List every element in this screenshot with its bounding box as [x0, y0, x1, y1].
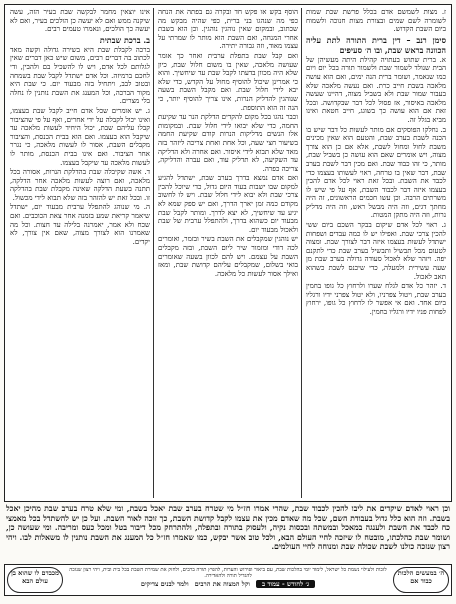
right-seal-text: ה׳ במעשים הלכות כבוד אם — [393, 567, 449, 593]
paragraph: ג. ראוי לכל אדם שיקום בבקר השכם ביום ששי להכין צרכי שבת. ואפילו יש לו כמה עבדים ושפחות ישתדל לעשות בעצמו איזה דבר לצורך שבת. ומצוה לטעום מכל תבשיל ותבשיל בערב שבת כדי לתקנם יפה. ויזהר שלא לאכול סעודה גדולה בערב שבת מן שעה עשירית ולמעלה, כדי שיכנס לשבת כשהוא תאב לאכול. — [306, 221, 446, 281]
column-divider — [301, 8, 302, 498]
summary-paragraph: וכן ראוי לאדם שיקדים את ליבו להכין לכבוד שבת, שהרי אמרו חז״ל מי שטרח בערב שבת יאכל בשבת, ומי שלא טרח בערב שבת מהיכן יאכל בשבת. וזה הוא כלל גדול בעבודת השם, שכל מה שאדם מכין את עצמו לקבל קדושת השבת, כך זוכה לאור השבת. ועל כן יש להשתדל בכל מאמצי כח לכבד את השבת ולענגה במאכל ובמשתה ובכסות נקיה, ולעסוק בתורה ובתפלה, ולהתרחק מכל דיבור בטל ומכל כעס ומריבה. ומי שעושה כן, ושומר שבת כהלכתו, מובטח לו שיזכה לחיי העולם הבא, ולכל טוב אשר יבקש, כמו שאמרו חז״ל כל המענג את השבת נותנין לו משאלות לבו. ויהי רצון שנזכה כולנו לשבת שכולה שבת ומנוחה לחיי העולמים. — [6, 504, 450, 551]
paragraph: א. ברית שתוש בעתויה קהילת היתה מעשיהן של הבית שנולד לשמור שבת ולשמור תורה בכל יום ויום כמו שנאמר, ושומר ברית הנה ימים, ואם הוא עושה מלאכה בשבת חייב כרת. ואם נעשה מלאכה שלא בעבור שמור שבת ולא בשביל מצוה, דהיינו שעשה מלאכה באיסור, אז פסול לכל דבר שבקדושה. ובכל זאת אם הוא עושה כך בשוגג, חייב חטאת ואינו מביא בגלל זה. — [306, 55, 446, 124]
column-right — [303, 8, 449, 498]
paragraph: ד. יזהר כל אדם לגלח שערו ולרחוץ כל גופו בחמין בערב שבת, ויטול צפרניו, ולא יטול צפרני ידיו ורגליו ביום אחד. ואם אי אפשר לו לרחוץ כל גופו, ירחוץ לפחות פניו ידיו ורגליו בחמין. — [306, 282, 446, 316]
banner-tail: ולמד לבנים צדיקים — [140, 580, 189, 589]
paragraph: הוסף בקש או פקש חד ובקרה גם בפתה את הנחה כפי מה שנהגו בני ברית, כפי שהיה מבקש מה שכתוב, ובמקום שאין נוהגין נוהגין. וכן הוא בשבת אחרי המנחה, ואם השבת הוא מותר לו שמרתי על עצמו מאוד, וזה גבורה יתירה. — [158, 8, 298, 51]
column-left — [7, 8, 153, 498]
paragraph: ה. מי שנוהג להתפלל ערבית מבעוד יום, ישתדל שיאמר קריאת שמע בזמנה אחר צאת הכוכבים. ואם שכח ולא אמר, יאמרנה בלילה עד חצות. וכל מה שאמרנו הוא לצורך מצוה, שאם אין צורך, לא יקדים. — [10, 203, 150, 246]
section-heading: סימן רנב – דין ברית התורה לתת עליה הכוונה בראש שבת, ובו ה׳ סעיפים — [306, 34, 446, 55]
paragraph: יש נוהגין שמקבלים את השבת בשיר ובזמר, ואומרים לכה דודי ומזמור שיר ליום השבת, ובזה מקבלים השבת על עצמם. ויש להם לכוון בשעה שאומרים בואי בשלום, שמקבלים עליהם קדושת שבת, ומאז ואילך אסור לעשות כל מלאכה. — [158, 235, 298, 278]
paragraph: ברכה לקבלת שבת היא בשירה גדולה וקשה מאד לכתוב בה דברים רבים, משום שיש כאן דברים שאין לגלותם לכל אדם, ויש לו להשכיל בם ולהבין, ודי לחכם ברמיזה. וכל אדם ישתדל לקבל שבת בשמחה ובטוב לבב, ויתחיל בזה מבעוד יום. כי שבת היא מקור הברכה, וכל המענג את השבת נותנין לו נחלה בלי מצרים. — [10, 45, 150, 106]
paragraph: ואם קבל שבת בתפלת ערבית ואחר כך אומר שעושה מלאכה, שאין בו משום חלול שבת, כיון שלא היה מכוון בדעתו לקבל שבת עד שיחשיך. והוא כי אמרינן שיכול להוסיף מחול על הקדש, כדי שלא יבא לידי חלול שבת. ואם מקבל השבת בשעה שנוהגין להדליק הנרות, אינו צריך להוסיף יותר, כי הנה זה הוא התוספת. — [158, 51, 298, 112]
paragraph: ג. יש אומרים שכל אדם חייב לקבל שבת בעצמו, ואינו יכול לקבלה על ידי אחרים, ואף על פי שהציבור קבלו עליהם שבת, יכול היחיד לעשות מלאכה עד שיקבל הוא בעצמו. ואם הוא בבית הכנסת, והציבור מקבלים השבת, אסור לו לעשות מלאכה, כי נגרר אחר הציבור. ואם אינו בבית הכנסת, מותר לו לעשות מלאכה עד שיקבל בעצמו. — [10, 106, 150, 167]
banner-slogan: וקל המצוה את הרבים — [194, 580, 250, 589]
page — [4, 4, 452, 596]
date-pill: ג׳ לחודש - עמוד ב — [256, 580, 315, 588]
banner-info: לזכות ולעילוי נשמת כל ישראל, לימוד יומי בהלכות שבת, עם ביאור ופירוש והערות, להפיץ תורה ברבים, ולחזק את שמירת השבת בכל בית ובית, ויהי רצון שנזכה להגדיל תורה ולהאדירה. — [69, 567, 387, 580]
bottom-banner — [4, 564, 452, 596]
paragraph: ז. מצות לשמשם אדם בכלל פרשת שכת שמות לשומרה לשם שמים ובצורת מצות חנוכה ולשמוח ביום השבת הקדוש. — [306, 8, 446, 34]
paragraph: ד. אשה שקיבלה שבת בהדלקת הנרות, אסורה בכל מלאכה, ואם רוצה לעשות מלאכה אחר הדלקה, תתנה בשעת הדלקה שאינה מקבלת שבת בהדלקה זו. ובכל זאת יש להזהר בזה שלא תבוא לידי מכשול. — [10, 168, 150, 202]
left-seal-text: מכבדם לו שהוא בן עולם הבא — [7, 567, 63, 593]
paragraph: אינו יוצאין מחמר לבקשה שבת בעיר הזה, עשה שיקנה ממש ואם לא יעשה כן הולכים בעיר, ואם לא יעשה כך הולכים, ונאמרו טעמים רבים. — [10, 8, 150, 34]
paragraph: ב. נחלקו הפוסקים אם מותר לעשות כל דבר שיש בו הכנה לשבת בערב שבת, והטעם הוא שאין מכינים משבת לחול ומחול לשבת, אלא אם כן הוא צורך מצוה, ויש אומרים שאם הוא עושה כן בשביל שבת, מותר, כי זהו כבוד שבת. ואם מכין דבר לשבת בערב שבת, דבר שאין בו טרחה, ראוי לעשותו בעצמו כדי לכבד את השבת. ובכל זאת ראוי לכל אדם להכין בעצמו איזה דבר לכבוד השבת, אף על פי שיש לו משרתים הרבה. וכן עשו חכמים הראשונים, זה היה מחתך דגים, וזה היה מבשל ראש, וזה היה מדליק נרות, וזה היה מתקן המטות. — [306, 125, 446, 220]
text-frame — [4, 4, 452, 502]
section-heading: ב. ברכת שבתית — [99, 34, 150, 45]
banner-bar — [67, 580, 389, 588]
banner-center — [67, 567, 389, 588]
column-divider — [153, 8, 154, 498]
paragraph: ואם אדם נמצא בדרך בערב שבת, ישתדל להגיע למקום שבו ישבות בעוד היום גדול, כדי שיוכל להכין צרכי שבת ולא יבוא לידי חלול שבת. ויש לו לחשוב מקודם כמה זמן יארך הדרך, ואם יש ספק שמא לא יגיע עד שיחשיך, לא יצא לדרך. ומותר לקבל שבת מבעוד יום כשהוא בדרך, ולהתפלל ערבית של שבת ולאכול מבעוד יום. — [158, 174, 298, 234]
paragraph: וכבר נהגו בכל מקום להקדים הדלקת הנר עד שקיעת החמה, כדי שלא יבואו לידי חלול שבת. ובמקומות אלו הנשים מדליקות הנרות קודם שקיעת החמה בשיעור חצי שעה, וכל אחת ואחת צריכה ליזהר בזה מאד שלא תבוא לידי איסור. ואם אחרה ולא הדליקה עד השקיעה, לא תדליק עוד, ואם עברה והדליקה, צריכה כפרה. — [158, 113, 298, 173]
column-middle — [155, 8, 301, 498]
